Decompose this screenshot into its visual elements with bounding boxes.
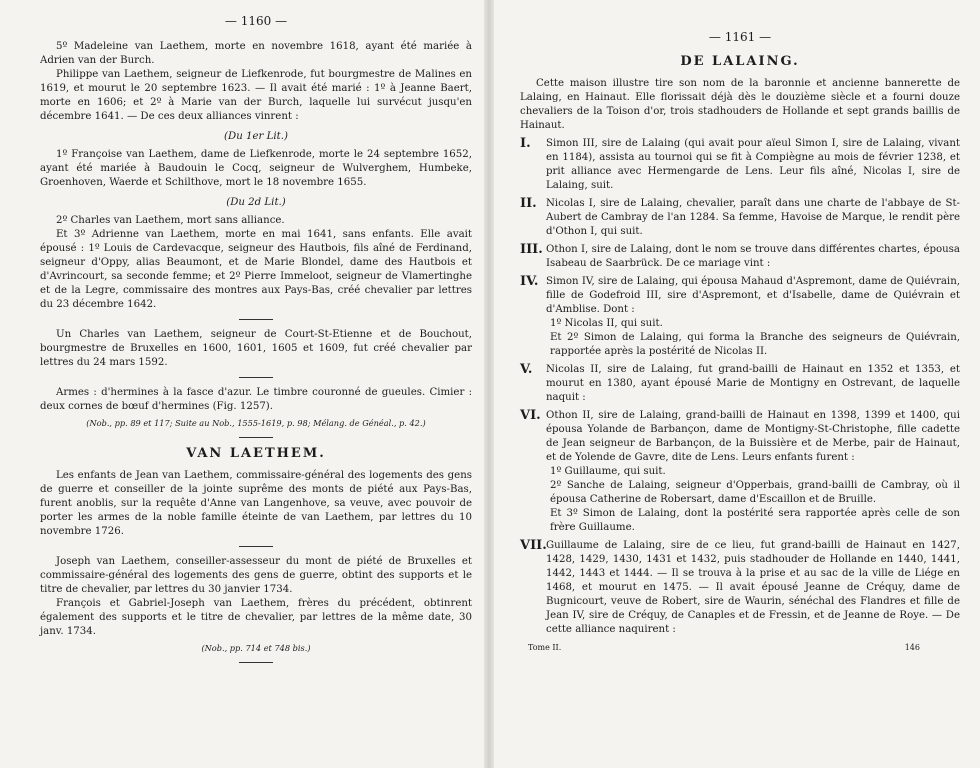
paragraph: 2º Charles van Laethem, mort sans alliance. (56, 215, 285, 226)
section-heading: VAN LAETHEM. (186, 446, 326, 461)
paragraph: Et 3º Adrienne van Laethem, morte en mai 1641, sans enfants. Elle avait épousé : 1º Louis de Cardevacque, seigneur des Hautbois, fils aîné de Ferdinand, seigneur d'Oppy, alias Beaumont, et de Marie Blondel, dame des Hautbois et d'Avrincourt, sa seconde femme; et 2º Pierre Immeloot, seigneur de Vlamertinghe et de la Legre, commissaire des montres aux Pays-Bas, créé chevalier par lettres du 23 décembre 1642. (40, 229, 472, 310)
paragraph: Un Charles van Laethem, seigneur de Court-St-Etienne et de Bouchout, bourgmestre de Bruxelles en 1600, 1601, 1605 et 1609, fut créé chevalier par lettres du 24 mars 1592. (40, 329, 472, 368)
divider (239, 437, 273, 438)
sub-entry: 1º Nicolas II, qui suit. (550, 318, 663, 329)
entry-text: Guillaume de Lalaing, sire de ce lieu, fut grand-bailli de Hainaut en 1427, 1428, 1429, 1430, 1431 et 1432, puis stadhouder de Hollande en 1440, 1441, 1442, 1443 et 1444. — Il se trouva à la prise et au sac de la ville de Liége en 1468, et mourut en 1475. — Il avait épousé Jeanne de Créquy, dame de Bugnicourt, veuve de Robert, sire de Waurin, sénéchal des Flandres et fille de Jean IV, sire de Créquy, de Canaples et de Fressin, et de Jeanne de Roye. — De cette alliance naquirent : (546, 540, 960, 635)
page-number-right: — 1161 — (708, 30, 772, 44)
sub-entry: 2º Sanche de Lalaing, seigneur d'Opperbais, grand-bailli de Cambray, où il épousa Catherine de Robersart, dame d'Escaillon et de Bruille. (550, 480, 960, 505)
entry-text: Othon I, sire de Lalaing, dont le nom se trouve dans différentes chartes, épousa Isabeau de Saarbrück. De ce mariage vint : (546, 244, 960, 269)
genealogy-entry (520, 243, 960, 271)
section-heading: DE LALAING. (680, 54, 800, 69)
sub-entry: Et 2º Simon de Lalaing, qui forma la Branche des seigneurs de Quiévrain, rapportée après la postérité de Nicolas II. (550, 332, 960, 357)
signature-mark: 146 (904, 643, 920, 652)
paragraph: 1º Françoise van Laethem, dame de Liefkenrode, morte le 24 septembre 1652, ayant été mariée à Baudouin le Cocq, seigneur de Wulverghem, Humbeke, Groenhoven, Waerde et Schilthove, mort le 18 novembre 1655. (40, 149, 472, 188)
right-page (520, 0, 960, 652)
sub-entry: 1º Guillaume, qui suit. (550, 466, 666, 477)
entry-number: V. (520, 362, 533, 377)
entry-number: VII. (520, 538, 547, 553)
entry-text: Simon IV, sire de Lalaing, qui épousa Mahaud d'Aspremont, dame de Quiévrain, fille de Godefroid III, sire d'Aspremont, et d'Isabelle, dame de Quiévrain et d'Amblise. Dont : (546, 276, 960, 315)
entry-number: III. (520, 242, 543, 257)
sub-entry: Et 3º Simon de Lalaing, dont la postérité sera rapportée après celle de son frère Guillaume. (550, 508, 960, 533)
genealogy-entry (520, 137, 960, 193)
genealogy-entry (520, 409, 960, 465)
entry-text: Nicolas II, sire de Lalaing, fut grand-bailli de Hainaut en 1352 et 1353, et mourut en 1380, ayant épousé Marie de Montigny en Ostrevant, de laquelle naquit : (546, 364, 960, 403)
entry-number: VI. (520, 408, 541, 423)
paragraph: Les enfants de Jean van Laethem, commissaire-général des logements des gens de guerre et conseiller de la jointe suprême des monts de piété aux Pays-Bas, furent anoblis, sur la requête d'Anne van Langenhove, sa veuve, avec pouvoir de porter les armes de la noble famille éteinte de van Laethem, par lettres du 10 novembre 1726. (40, 470, 472, 537)
entry-text: Othon II, sire de Lalaing, grand-bailli de Hainaut en 1398, 1399 et 1400, qui épousa Yolande de Barbançon, dame de Montigny-St-Christophe, fille cadette de Jean seigneur de Barbançon, de la Buissière et de Merbe, pair de Hainaut, et de Yolende de Gavre, dite de Lens. Leurs enfants furent : (546, 410, 960, 463)
divider (239, 377, 273, 378)
lit-heading: (Du 2d Lit.) (226, 197, 286, 208)
page-footer (520, 643, 960, 652)
entry-text: Nicolas I, sire de Lalaing, chevalier, paraît dans une charte de l'abbaye de St-Aubert de Cambray de l'an 1284. Sa femme, Havoise de Marque, le rendit père d'Othon I, qui suit. (546, 198, 960, 237)
divider (239, 319, 273, 320)
genealogy-entry (520, 539, 960, 637)
divider (239, 546, 273, 547)
paragraph: Joseph van Laethem, conseiller-assesseur du mont de piété de Bruxelles et commissaire-général des logements des gens de guerre, obtint des supports et le titre de chevalier, par lettres du 30 janvier 1734. (40, 556, 472, 595)
lit-heading: (Du 1er Lit.) (224, 131, 288, 142)
reference: (Nob., pp. 89 et 117; Suite au Nob., 1555-1619, p. 98; Mélang. de Généal., p. 42.) (86, 418, 426, 428)
page-number-left: — 1160 — (224, 14, 288, 28)
paragraph: 5º Madeleine van Laethem, morte en novembre 1618, ayant été mariée à Adrien van der Burch. (40, 41, 472, 66)
tome-label: Tome II. (528, 643, 562, 652)
entry-number: II. (520, 196, 537, 211)
divider (239, 662, 273, 663)
paragraph: François et Gabriel-Joseph van Laethem, frères du précédent, obtinrent également des supports et le titre de chevalier, par lettres de la même date, 30 janv. 1734. (40, 598, 472, 637)
book-gutter (484, 0, 494, 768)
entry-text: Simon III, sire de Lalaing (qui avait pour aïeul Simon I, sire de Lalaing, vivant en 1184), assista au tournoi qui se fit à Compiègne au mois de février 1238, et prit alliance avec Hermengarde de Lens. Leur fils aîné, Nicolas I, sire de Lalaing, suit. (546, 138, 960, 191)
genealogy-entry (520, 275, 960, 317)
genealogy-entry (520, 197, 960, 239)
entry-number: I. (520, 136, 531, 151)
paragraph: Philippe van Laethem, seigneur de Liefkenrode, fut bourgmestre de Malines en 1619, et mourut le 20 septembre 1623. — Il avait été marié : 1º à Jeanne Baert, morte en 1606; et 2º à Marie van der Burch, laquelle lui survécut jusqu'en décembre 1641. — De ces deux alliances vinrent : (40, 69, 472, 122)
genealogy-entry (520, 363, 960, 405)
arms-paragraph: Armes : d'hermines à la fasce d'azur. Le timbre couronné de gueules. Cimier : deux cornes de bœuf d'hermines (Fig. 1257). (40, 387, 472, 412)
entry-number: IV. (520, 274, 539, 289)
reference: (Nob., pp. 714 et 748 bis.) (201, 643, 311, 653)
paragraph: Cette maison illustre tire son nom de la baronnie et ancienne bannerette de Lalaing, en Hainaut. Elle florissait déjà dès le douzième siècle et a fourni douze chevaliers de la Toison d'or, trois stadhouders de Hollande et sept grands baillis de Hainaut. (520, 78, 960, 131)
left-page (40, 0, 472, 671)
